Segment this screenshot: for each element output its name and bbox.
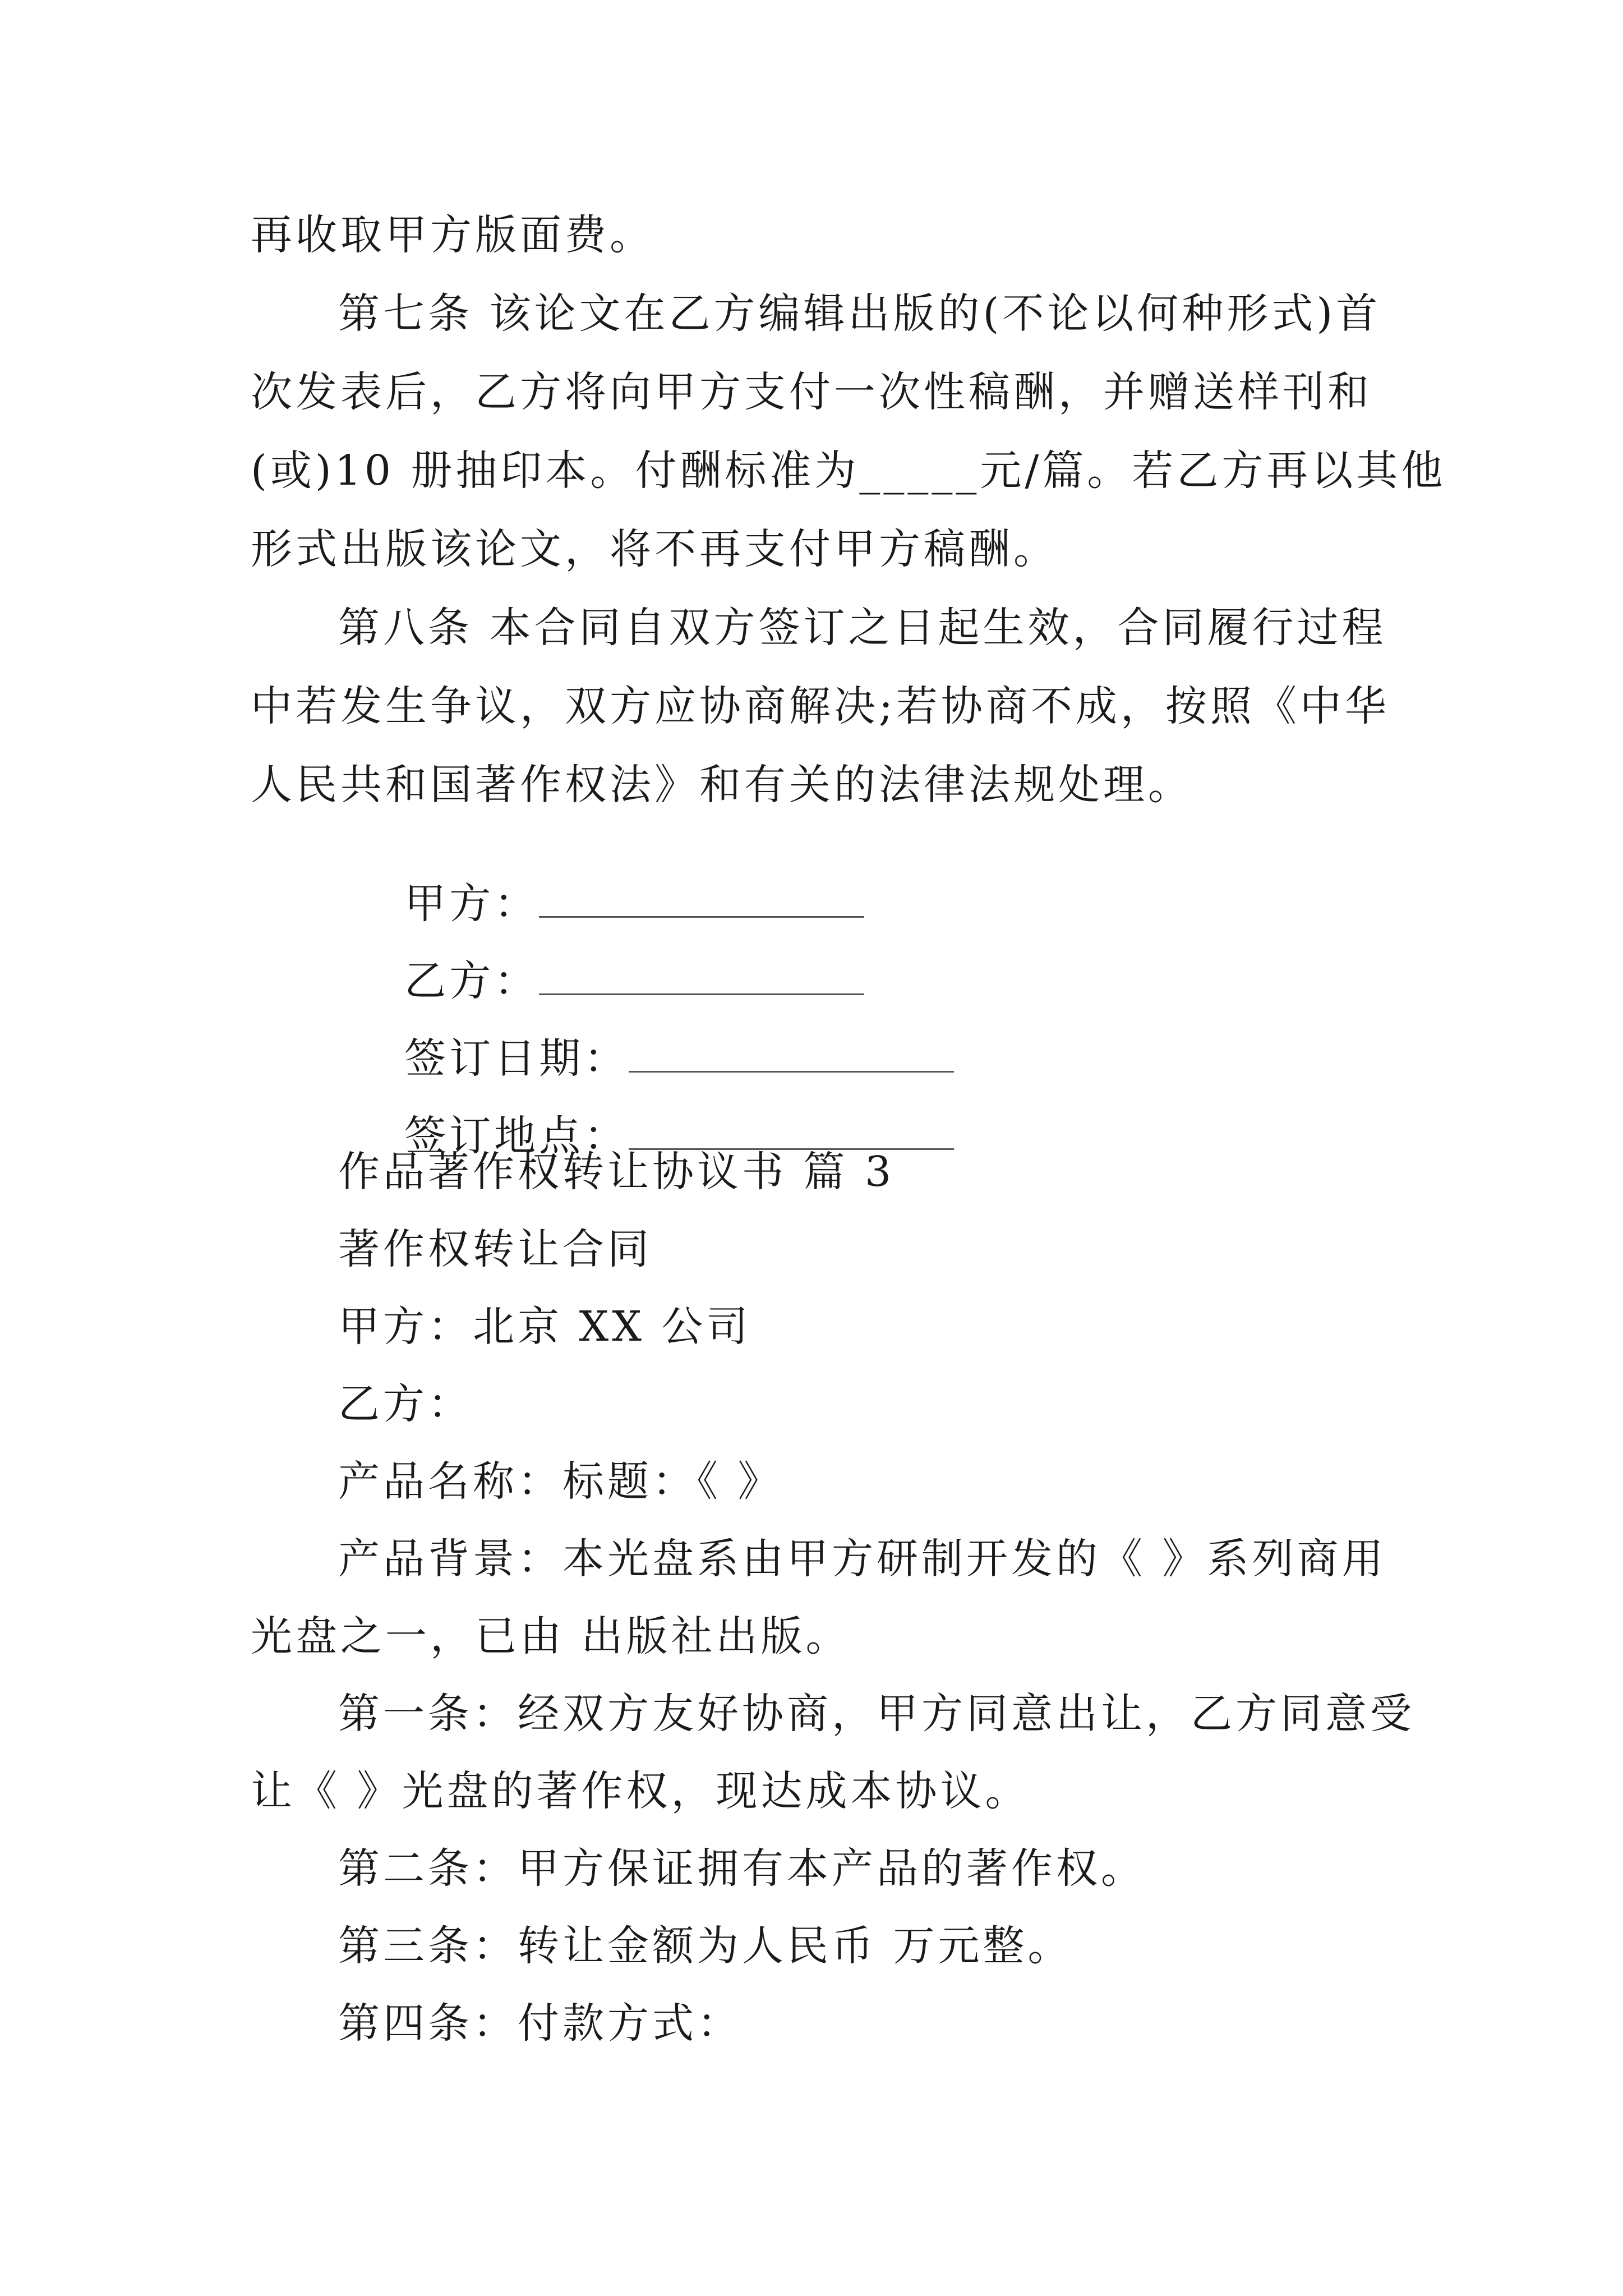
- party-b-label: 乙方：: [404, 957, 540, 1005]
- section-title: 作品著作权转让协议书 篇 3: [338, 1148, 895, 1196]
- contract-title: 著作权转让合同: [338, 1225, 652, 1273]
- sign-place-label: 签订地点：: [404, 1112, 629, 1160]
- party-a-label: 甲方：: [404, 880, 540, 928]
- article-7-line-1: 第七条 该论文在乙方编辑出版的(不论以何种形式)首: [338, 289, 1381, 338]
- text-line: 让《 》光盘的著作权，现达成本协议。: [251, 1767, 1030, 1815]
- text-line: 形式出版该论文，将不再支付甲方稿酬。: [251, 525, 1058, 573]
- text-line: 光盘之一，已由 出版社出版。: [251, 1612, 851, 1660]
- party-b-name: 乙方：: [338, 1380, 473, 1428]
- text-line: 人民共和国著作权法》和有关的法律法规处理。: [251, 761, 1193, 809]
- sign-date-label: 签订日期：: [404, 1034, 629, 1083]
- text-line: (或)10 册抽印本。付酬标准为_____元/篇。若乙方再以其他: [251, 447, 1446, 495]
- article-8-line-1: 第八条 本合同自双方签订之日起生效，合同履行过程: [338, 604, 1387, 652]
- article-3: 第三条：转让金额为人民币 万元整。: [338, 1922, 1073, 1970]
- blank-underline: [539, 910, 864, 918]
- party-a-name: 甲方：北京 XX 公司: [338, 1303, 751, 1351]
- text-line: 次发表后，乙方将向甲方支付一次性稿酬，并赠送样刊和: [251, 368, 1372, 416]
- product-name: 产品名称：标题：《 》: [338, 1457, 783, 1506]
- article-1-line-1: 第一条：经双方友好协商，甲方同意出让，乙方同意受: [338, 1690, 1415, 1738]
- blank-underline: [539, 987, 864, 995]
- text-line: 中若发生争议，双方应协商解决;若协商不成，按照《中华: [251, 682, 1390, 730]
- article-4: 第四条：付款方式：: [338, 1999, 742, 2047]
- product-background-line-1: 产品背景：本光盘系由甲方研制开发的《 》系列商用: [338, 1535, 1387, 1583]
- article-2: 第二条：甲方保证拥有本产品的著作权。: [338, 1844, 1146, 1893]
- text-line: 再收取甲方版面费。: [251, 211, 654, 259]
- blank-underline: [629, 1065, 954, 1073]
